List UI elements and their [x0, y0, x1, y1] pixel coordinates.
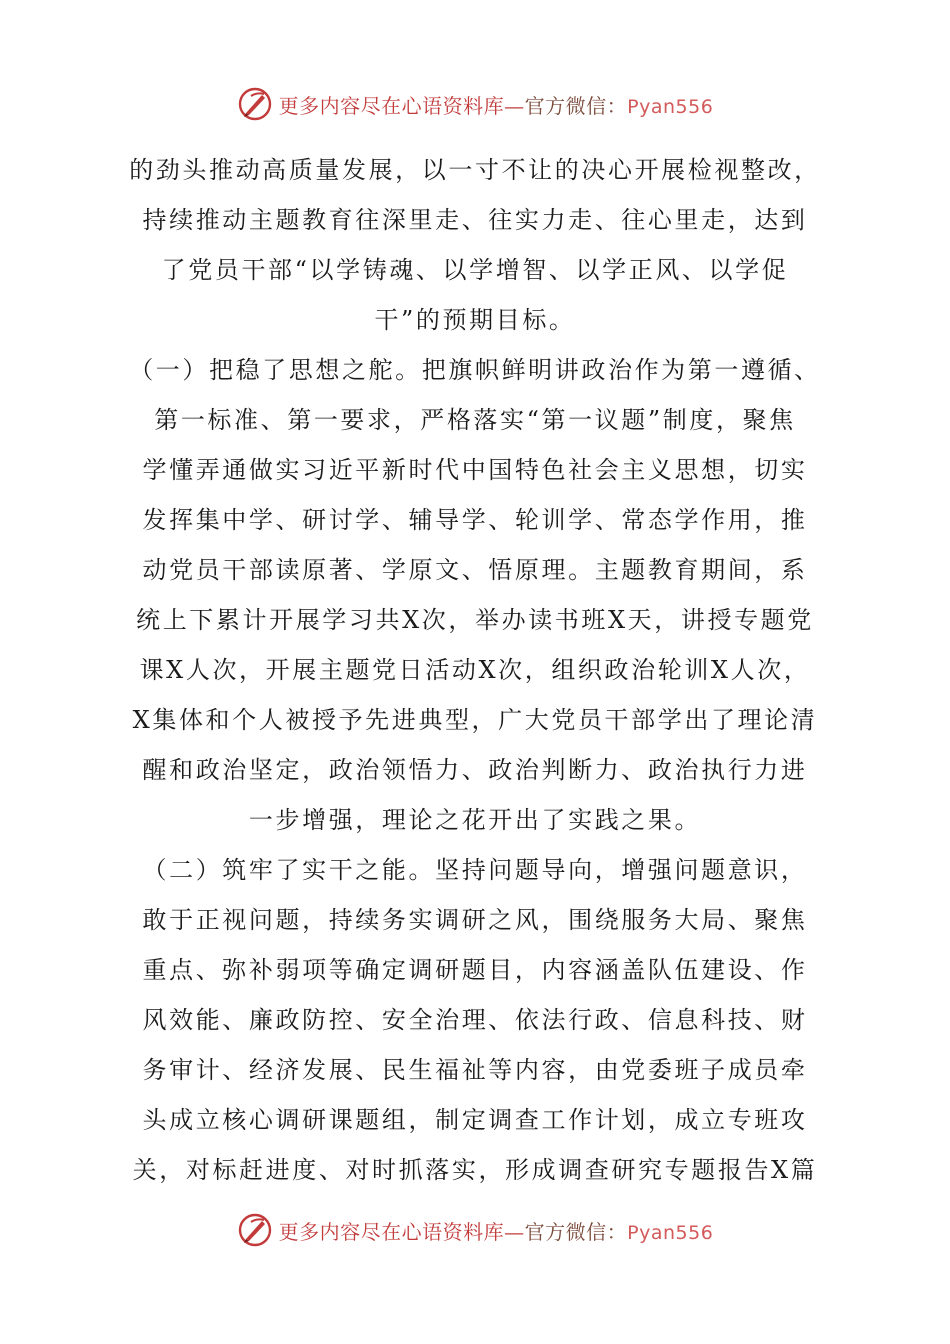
body-line: 第一标准、第一要求，严格落实“第一议题”制度，聚焦 — [154, 406, 796, 434]
section-heading-line: （一）把稳了思想之舵。把旗帜鲜明讲政治作为第一遵循、 — [129, 356, 821, 384]
body-line: 关，对标赶进度、对时抓落实，形成调查研究专题报告X篇 — [132, 1156, 818, 1184]
pen-logo-icon — [237, 86, 273, 122]
body-line: 风效能、廉政防控、安全治理、依法行政、信息科技、财 — [142, 1006, 808, 1034]
footer-brand: 更多内容尽在心语资料库 — [278, 1219, 505, 1244]
footer-dash: — — [504, 1219, 525, 1244]
header-brand: 更多内容尽在心语资料库 — [278, 93, 505, 118]
body-line: 敢于正视问题，持续务实调研之风，围绕服务大局、聚焦 — [142, 906, 808, 934]
pen-logo-icon — [237, 1212, 273, 1248]
body-line: 醒和政治坚定，政治领悟力、政治判断力、政治执行力进 — [142, 756, 808, 784]
body-line: 统上下累计开展学习共X次，举办读书班X天，讲授专题党 — [136, 606, 814, 634]
footer-banner — [0, 1208, 950, 1252]
body-line: X集体和个人被授予先进典型，广大党员干部学出了理论清 — [132, 706, 818, 734]
body-line: 持续推动主题教育往深里走、往实力走、往心里走，达到 — [142, 206, 808, 234]
body-line: 发挥集中学、研讨学、辅导学、轮训学、常态学作用，推 — [142, 506, 808, 534]
body-line: 干”的预期目标。 — [374, 306, 576, 334]
footer-wechat-label: 官方微信： — [524, 1219, 628, 1244]
section-heading-line: （二）筑牢了实干之能。坚持问题导向，增强问题意识， — [142, 856, 808, 884]
body-line: 了党员干部“以学铸魂、以学增智、以学正风、以学促 — [161, 256, 789, 284]
body-line: 务审计、经济发展、民生福祉等内容，由党委班子成员牵 — [142, 1056, 808, 1084]
header-wechat-id: Pyan556 — [627, 95, 714, 118]
header-banner-text — [279, 90, 714, 119]
body-line: 动党员干部读原著、学原文、悟原理。主题教育期间，系 — [142, 556, 808, 584]
footer-banner-text — [279, 1216, 714, 1245]
document-body — [0, 145, 950, 1195]
body-line: 学懂弄通做实习近平新时代中国特色社会主义思想，切实 — [142, 456, 808, 484]
header-wechat-label: 官方微信： — [524, 93, 628, 118]
footer-wechat-id: Pyan556 — [627, 1221, 714, 1244]
header-banner — [0, 82, 950, 126]
body-line: 课X人次，开展主题党日活动X次，组织政治轮训X人次， — [139, 656, 811, 684]
header-dash: — — [504, 93, 525, 118]
body-line: 一步增强，理论之花开出了实践之果。 — [248, 806, 702, 834]
body-line: 重点、弥补弱项等确定调研题目，内容涵盖队伍建设、作 — [142, 956, 808, 984]
body-line: 头成立核心调研课题组，制定调查工作计划，成立专班攻 — [142, 1106, 808, 1134]
body-line: 的劲头推动高质量发展，以一寸不让的决心开展检视整改， — [129, 156, 821, 184]
